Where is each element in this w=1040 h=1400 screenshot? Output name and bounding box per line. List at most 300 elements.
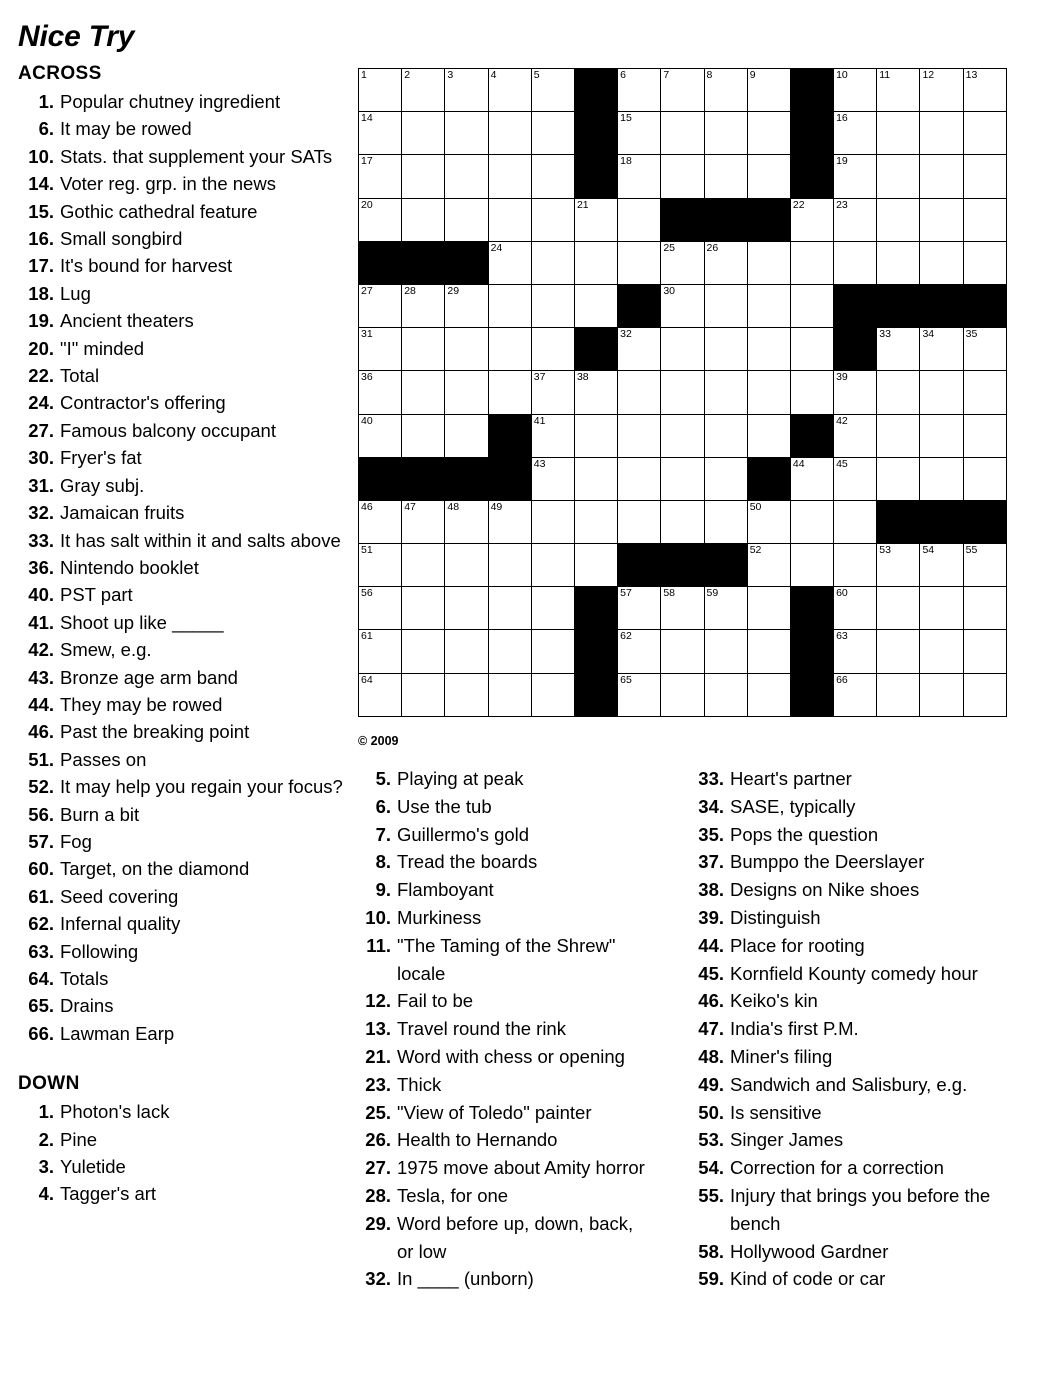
grid-cell[interactable] — [790, 198, 833, 241]
grid-cell[interactable] — [661, 414, 704, 457]
grid-cell-number: 34 — [922, 328, 935, 341]
grid-cell[interactable] — [747, 414, 790, 457]
clue-item[interactable] — [355, 932, 645, 988]
grid-cell[interactable] — [445, 198, 488, 241]
grid-cell[interactable] — [531, 69, 574, 112]
grid-cell[interactable] — [618, 587, 661, 630]
grid-block-cell — [920, 284, 963, 327]
grid-cell[interactable] — [359, 371, 402, 414]
clue-item[interactable] — [18, 417, 348, 444]
grid-cell[interactable] — [618, 241, 661, 284]
grid-cell[interactable] — [488, 241, 531, 284]
grid-cell[interactable] — [747, 673, 790, 716]
clue-text: Kornfield Kounty comedy hour — [730, 962, 978, 984]
clue-text: Lawman Earp — [60, 1022, 175, 1044]
clue-item[interactable] — [18, 910, 348, 937]
grid-cell[interactable] — [834, 241, 877, 284]
grid-cell[interactable] — [877, 457, 920, 500]
grid-cell[interactable] — [359, 198, 402, 241]
clue-text: It may help you regain your focus? — [60, 776, 343, 798]
grid-cell[interactable] — [618, 371, 661, 414]
grid-cell[interactable] — [445, 112, 488, 155]
grid-cell[interactable] — [574, 284, 617, 327]
grid-cell[interactable] — [963, 198, 1006, 241]
down-clue-list-2 — [355, 765, 645, 1293]
grid-cell[interactable] — [359, 69, 402, 112]
clue-text: Flamboyant — [397, 879, 494, 901]
grid-cell[interactable] — [834, 69, 877, 112]
clue-text: Sandwich and Salisbury, e.g. — [730, 1073, 968, 1095]
clue-item[interactable] — [355, 765, 645, 793]
clue-number: 28. — [365, 1184, 391, 1206]
grid-cell[interactable] — [445, 587, 488, 630]
grid-cell[interactable] — [963, 630, 1006, 673]
grid-cell[interactable] — [618, 69, 661, 112]
clue-item[interactable] — [18, 280, 348, 307]
clue-item[interactable] — [18, 718, 348, 745]
clue-item[interactable] — [18, 252, 348, 279]
clue-item[interactable] — [18, 389, 348, 416]
clue-item[interactable] — [18, 1153, 348, 1180]
clue-item[interactable] — [18, 170, 348, 197]
clue-item[interactable] — [18, 938, 348, 965]
clue-number: 34. — [698, 795, 724, 817]
clue-item[interactable] — [18, 773, 348, 800]
clue-item[interactable] — [18, 1020, 348, 1047]
grid-cell[interactable] — [445, 371, 488, 414]
grid-cell[interactable] — [402, 414, 445, 457]
grid-cell[interactable] — [834, 544, 877, 587]
grid-cell[interactable] — [877, 241, 920, 284]
clue-item[interactable] — [688, 1238, 1026, 1266]
clue-text: Voter reg. grp. in the news — [60, 173, 276, 195]
clue-item[interactable] — [355, 1126, 645, 1154]
clue-item[interactable] — [355, 1210, 645, 1266]
clue-item[interactable] — [688, 1182, 1026, 1238]
clue-item[interactable] — [355, 1071, 645, 1099]
grid-cell-number: 33 — [879, 328, 891, 341]
grid-cell[interactable] — [618, 155, 661, 198]
grid-cell[interactable] — [488, 198, 531, 241]
clue-item[interactable] — [355, 848, 645, 876]
grid-cell[interactable] — [445, 414, 488, 457]
grid-cell[interactable] — [661, 241, 704, 284]
grid-cell[interactable] — [661, 630, 704, 673]
grid-cell[interactable] — [704, 371, 747, 414]
grid-cell[interactable] — [445, 673, 488, 716]
clue-number: 27. — [365, 1157, 391, 1179]
grid-cell[interactable] — [359, 284, 402, 327]
grid-cell[interactable] — [359, 112, 402, 155]
clue-item[interactable] — [18, 581, 348, 608]
grid-cell[interactable] — [920, 371, 963, 414]
clue-item[interactable] — [18, 828, 348, 855]
clue-item[interactable] — [18, 472, 348, 499]
grid-cell[interactable] — [488, 371, 531, 414]
grid-cell[interactable] — [531, 500, 574, 543]
grid-cell[interactable] — [531, 371, 574, 414]
grid-row — [359, 500, 1007, 543]
grid-cell[interactable] — [359, 673, 402, 716]
clue-item[interactable] — [18, 883, 348, 910]
grid-cell[interactable] — [531, 328, 574, 371]
grid-cell[interactable] — [402, 673, 445, 716]
grid-cell[interactable] — [834, 457, 877, 500]
grid-cell-number: 29 — [447, 284, 460, 297]
grid-cell[interactable] — [877, 328, 920, 371]
clue-item[interactable] — [688, 765, 1026, 793]
grid-cell[interactable] — [488, 673, 531, 716]
grid-cell[interactable] — [834, 198, 877, 241]
grid-cell[interactable] — [963, 69, 1006, 112]
grid-cell[interactable] — [704, 112, 747, 155]
grid-cell[interactable] — [574, 414, 617, 457]
grid-cell[interactable] — [445, 500, 488, 543]
grid-cell[interactable] — [618, 500, 661, 543]
grid-cell[interactable] — [531, 198, 574, 241]
clue-item[interactable] — [18, 855, 348, 882]
grid-cell[interactable] — [877, 112, 920, 155]
clue-item[interactable] — [18, 499, 348, 526]
grid-cell[interactable] — [834, 414, 877, 457]
grid-cell[interactable] — [704, 587, 747, 630]
grid-cell[interactable] — [661, 457, 704, 500]
grid-cell[interactable] — [402, 155, 445, 198]
grid-cell[interactable] — [963, 241, 1006, 284]
grid-cell[interactable] — [359, 328, 402, 371]
grid-cell[interactable] — [920, 69, 963, 112]
clue-item[interactable] — [355, 1182, 645, 1210]
grid-cell[interactable] — [834, 673, 877, 716]
grid-cell[interactable] — [359, 155, 402, 198]
grid-cell-number: 62 — [620, 630, 632, 643]
clue-item[interactable] — [355, 793, 645, 821]
clue-text: Contractor's offering — [60, 392, 226, 414]
grid-cell[interactable] — [790, 284, 833, 327]
clue-item[interactable] — [355, 1015, 645, 1043]
grid-block-cell — [963, 500, 1006, 543]
clue-item[interactable] — [18, 198, 348, 225]
grid-cell[interactable] — [531, 155, 574, 198]
grid-cell[interactable] — [747, 112, 790, 155]
grid-cell[interactable] — [531, 587, 574, 630]
grid-cell[interactable] — [920, 457, 963, 500]
grid-cell[interactable] — [402, 500, 445, 543]
clue-item[interactable] — [18, 225, 348, 252]
grid-cell[interactable] — [834, 500, 877, 543]
grid-cell[interactable] — [402, 328, 445, 371]
grid-cell[interactable] — [877, 198, 920, 241]
grid-cell[interactable] — [747, 155, 790, 198]
grid-cell-number: 8 — [706, 69, 713, 81]
grid-cell[interactable] — [402, 69, 445, 112]
grid-cell[interactable] — [661, 69, 704, 112]
grid-cell[interactable] — [704, 155, 747, 198]
grid-cell[interactable] — [877, 673, 920, 716]
grid-cell[interactable] — [445, 544, 488, 587]
grid-cell[interactable] — [963, 587, 1006, 630]
grid-cell[interactable] — [445, 69, 488, 112]
grid-cell[interactable] — [574, 198, 617, 241]
grid-cell[interactable] — [531, 284, 574, 327]
grid-cell[interactable] — [704, 328, 747, 371]
clue-text: Burn a bit — [60, 803, 140, 825]
grid-cell[interactable] — [877, 630, 920, 673]
grid-cell[interactable] — [877, 544, 920, 587]
grid-cell[interactable] — [704, 457, 747, 500]
clue-item[interactable] — [688, 1126, 1026, 1154]
clue-item[interactable] — [688, 987, 1026, 1015]
grid-cell[interactable] — [920, 198, 963, 241]
grid-cell[interactable] — [920, 112, 963, 155]
clue-item[interactable] — [18, 1098, 348, 1125]
grid-block-cell — [574, 587, 617, 630]
clue-item[interactable] — [18, 335, 348, 362]
grid-cell[interactable] — [747, 587, 790, 630]
grid-cell[interactable] — [531, 673, 574, 716]
grid-cell[interactable] — [877, 155, 920, 198]
grid-cell[interactable] — [963, 457, 1006, 500]
grid-cell[interactable] — [618, 673, 661, 716]
clue-item[interactable] — [18, 554, 348, 581]
grid-cell[interactable] — [359, 414, 402, 457]
grid-cell[interactable] — [618, 198, 661, 241]
grid-cell-number: 59 — [706, 587, 719, 600]
grid-cell[interactable] — [704, 630, 747, 673]
grid-cell[interactable] — [661, 371, 704, 414]
clue-item[interactable] — [688, 1043, 1026, 1071]
grid-cell[interactable] — [402, 112, 445, 155]
grid-cell[interactable] — [574, 500, 617, 543]
clue-item[interactable] — [18, 746, 348, 773]
grid-cell[interactable] — [790, 500, 833, 543]
clue-item[interactable] — [688, 1015, 1026, 1043]
grid-cell[interactable] — [488, 630, 531, 673]
grid-cell[interactable] — [877, 414, 920, 457]
clue-item[interactable] — [688, 1154, 1026, 1182]
grid-cell[interactable] — [531, 241, 574, 284]
grid-cell[interactable] — [402, 630, 445, 673]
grid-cell-number: 42 — [836, 414, 848, 427]
clue-item[interactable] — [18, 801, 348, 828]
grid-cell[interactable] — [920, 544, 963, 587]
crossword-grid[interactable] — [358, 68, 1007, 717]
grid-cell[interactable] — [963, 414, 1006, 457]
clue-item[interactable] — [688, 932, 1026, 960]
grid-cell[interactable] — [920, 630, 963, 673]
grid-cell[interactable] — [488, 328, 531, 371]
grid-cell[interactable] — [402, 544, 445, 587]
grid-cell[interactable] — [963, 544, 1006, 587]
clue-item[interactable] — [355, 821, 645, 849]
clue-text: Word before up, down, back, or low — [397, 1212, 634, 1262]
grid-cell[interactable] — [963, 328, 1006, 371]
clue-text: Drains — [60, 995, 114, 1017]
grid-cell[interactable] — [618, 112, 661, 155]
grid-cell[interactable] — [704, 69, 747, 112]
clue-item[interactable] — [18, 965, 348, 992]
clue-text: Designs on Nike shoes — [730, 879, 920, 901]
clue-item[interactable] — [18, 115, 348, 142]
clue-number: 25. — [365, 1101, 391, 1123]
grid-cell[interactable] — [920, 155, 963, 198]
grid-cell[interactable] — [402, 284, 445, 327]
grid-cell[interactable] — [402, 371, 445, 414]
grid-cell[interactable] — [661, 500, 704, 543]
grid-cell[interactable] — [704, 284, 747, 327]
grid-cell[interactable] — [834, 112, 877, 155]
grid-cell[interactable] — [402, 587, 445, 630]
grid-cell[interactable] — [445, 155, 488, 198]
clue-number: 44. — [28, 693, 54, 715]
grid-cell[interactable] — [877, 69, 920, 112]
grid-cell[interactable] — [488, 112, 531, 155]
grid-cell[interactable] — [488, 155, 531, 198]
grid-cell-number: 9 — [749, 69, 756, 81]
clue-item[interactable] — [18, 1126, 348, 1153]
clue-item[interactable] — [355, 1154, 645, 1182]
clue-item[interactable] — [355, 904, 645, 932]
grid-cell[interactable] — [920, 673, 963, 716]
grid-cell[interactable] — [574, 371, 617, 414]
grid-cell[interactable] — [661, 328, 704, 371]
clue-item[interactable] — [18, 444, 348, 471]
grid-cell[interactable] — [359, 630, 402, 673]
grid-cell[interactable] — [402, 198, 445, 241]
grid-cell[interactable] — [574, 457, 617, 500]
grid-cell[interactable] — [877, 371, 920, 414]
clue-item[interactable] — [688, 960, 1026, 988]
clue-item[interactable] — [688, 1071, 1026, 1099]
clue-item[interactable] — [18, 691, 348, 718]
grid-cell[interactable] — [661, 155, 704, 198]
grid-cell[interactable] — [618, 630, 661, 673]
grid-cell[interactable] — [790, 241, 833, 284]
clue-item[interactable] — [355, 876, 645, 904]
grid-cell[interactable] — [531, 630, 574, 673]
grid-cell[interactable] — [963, 673, 1006, 716]
grid-cell[interactable] — [747, 328, 790, 371]
grid-cell[interactable] — [618, 328, 661, 371]
grid-cell[interactable] — [747, 630, 790, 673]
clue-item[interactable] — [688, 1265, 1026, 1293]
grid-cell[interactable] — [531, 544, 574, 587]
clue-item[interactable] — [688, 848, 1026, 876]
clue-item[interactable] — [18, 362, 348, 389]
grid-cell[interactable] — [661, 284, 704, 327]
grid-cell[interactable] — [488, 500, 531, 543]
clue-item[interactable] — [355, 987, 645, 1015]
clue-item[interactable] — [688, 1099, 1026, 1127]
grid-cell[interactable] — [790, 371, 833, 414]
grid-cell[interactable] — [445, 630, 488, 673]
grid-cell[interactable] — [747, 284, 790, 327]
grid-cell[interactable] — [488, 69, 531, 112]
grid-cell[interactable] — [834, 155, 877, 198]
grid-cell[interactable] — [704, 414, 747, 457]
grid-cell[interactable] — [531, 112, 574, 155]
clue-item[interactable] — [18, 992, 348, 1019]
grid-cell[interactable] — [920, 241, 963, 284]
grid-block-cell — [790, 673, 833, 716]
grid-cell[interactable] — [574, 241, 617, 284]
grid-cell[interactable] — [661, 112, 704, 155]
clue-item[interactable] — [18, 664, 348, 691]
grid-cell[interactable] — [488, 587, 531, 630]
grid-cell[interactable] — [359, 587, 402, 630]
grid-row — [359, 198, 1007, 241]
clue-item[interactable] — [688, 821, 1026, 849]
grid-cell[interactable] — [747, 69, 790, 112]
grid-cell[interactable] — [790, 328, 833, 371]
clue-item[interactable] — [18, 636, 348, 663]
grid-cell[interactable] — [359, 544, 402, 587]
grid-cell[interactable] — [359, 500, 402, 543]
grid-cell[interactable] — [834, 587, 877, 630]
clue-number: 29. — [365, 1212, 391, 1234]
clue-number: 46. — [698, 990, 724, 1012]
clue-item[interactable] — [355, 1265, 645, 1293]
clue-number: 41. — [28, 611, 54, 633]
clue-item[interactable] — [688, 793, 1026, 821]
clue-item[interactable] — [18, 527, 348, 554]
grid-cell[interactable] — [920, 328, 963, 371]
grid-cell[interactable] — [661, 673, 704, 716]
grid-cell[interactable] — [747, 544, 790, 587]
clue-item[interactable] — [18, 88, 348, 115]
grid-cell[interactable] — [920, 414, 963, 457]
grid-cell[interactable] — [661, 587, 704, 630]
grid-cell[interactable] — [747, 500, 790, 543]
grid-cell[interactable] — [790, 457, 833, 500]
grid-cell[interactable] — [445, 328, 488, 371]
clue-item[interactable] — [18, 1180, 348, 1207]
clue-item[interactable] — [18, 143, 348, 170]
grid-cell[interactable] — [488, 544, 531, 587]
grid-cell[interactable] — [704, 673, 747, 716]
clue-item[interactable] — [688, 876, 1026, 904]
grid-cell[interactable] — [488, 284, 531, 327]
grid-cell[interactable] — [963, 112, 1006, 155]
clue-item[interactable] — [18, 609, 348, 636]
grid-cell[interactable] — [834, 371, 877, 414]
grid-cell[interactable] — [574, 544, 617, 587]
grid-cell[interactable] — [963, 155, 1006, 198]
grid-cell[interactable] — [445, 284, 488, 327]
grid-cell[interactable] — [618, 414, 661, 457]
grid-cell[interactable] — [834, 630, 877, 673]
clue-item[interactable] — [355, 1099, 645, 1127]
grid-cell[interactable] — [531, 414, 574, 457]
grid-cell[interactable] — [963, 371, 1006, 414]
grid-cell[interactable] — [704, 241, 747, 284]
grid-cell[interactable] — [747, 241, 790, 284]
clue-number: 42. — [28, 639, 54, 661]
page-title: Nice Try — [18, 20, 135, 53]
grid-cell[interactable] — [618, 457, 661, 500]
clue-item[interactable] — [18, 307, 348, 334]
grid-cell[interactable] — [531, 457, 574, 500]
clue-number: 3. — [38, 1156, 54, 1178]
grid-cell[interactable] — [877, 587, 920, 630]
grid-cell[interactable] — [790, 544, 833, 587]
grid-cell-number: 54 — [922, 544, 935, 557]
clue-item[interactable] — [688, 904, 1026, 932]
grid-cell[interactable] — [920, 587, 963, 630]
grid-cell[interactable] — [704, 500, 747, 543]
clue-item[interactable] — [355, 1043, 645, 1071]
grid-cell[interactable] — [747, 371, 790, 414]
